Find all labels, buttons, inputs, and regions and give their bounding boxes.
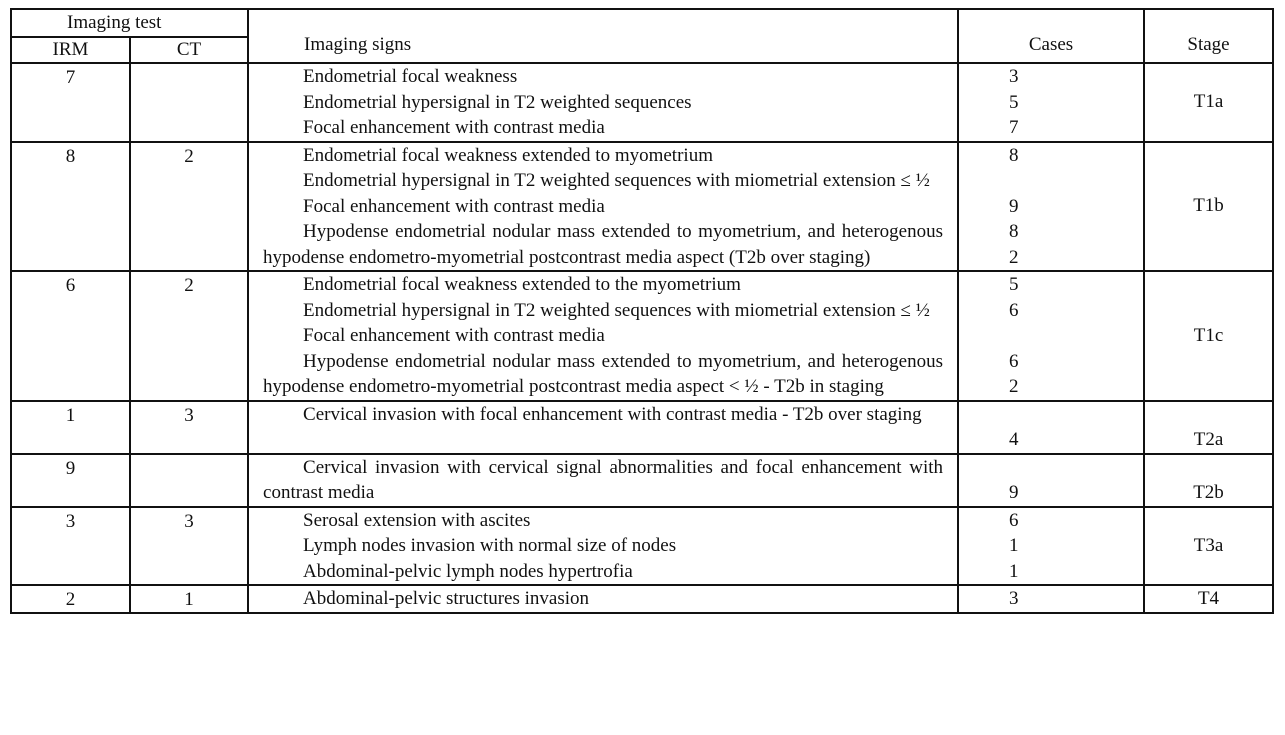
stage-cell — [1144, 63, 1273, 142]
imaging-sign: Hypodense endometrial nodular mass extended to myometrium, and heterogenous hypodense endometro-myometrial postcontrast media aspect (T2b over staging) — [263, 221, 944, 268]
case-count: 6 — [1009, 350, 1019, 372]
irm-cell — [11, 142, 130, 272]
case-count: 4 — [1009, 429, 1019, 450]
case-count: 3 — [1009, 66, 1019, 87]
imaging-sign: Endometrial focal weakness extended to myometrium — [303, 144, 713, 166]
stage-cell — [1144, 507, 1273, 586]
case-count — [1009, 402, 1143, 428]
imaging-signs-cell — [248, 63, 958, 142]
stage-value: T4 — [1197, 588, 1220, 609]
imaging-sign: Endometrial focal weakness extended to the myometrium — [303, 274, 741, 295]
ct-value — [131, 64, 247, 65]
ct-value: 2 — [184, 275, 194, 296]
imaging-signs-cell — [248, 142, 958, 272]
cases-cell — [958, 271, 1144, 401]
ct-cell — [130, 401, 248, 454]
stage-value: T3a — [1193, 534, 1224, 556]
cases-cell — [958, 401, 1144, 454]
staging-table — [10, 8, 1274, 614]
imaging-sign: Endometrial focal weakness — [303, 66, 518, 87]
stage-value: T1a — [1193, 91, 1224, 113]
ct-cell — [130, 454, 248, 507]
cases-cell — [958, 507, 1144, 586]
imaging-sign: Cervical invasion with cervical signal abnormalities and focal enhancement with contrast media — [263, 456, 944, 503]
stage-cell — [1144, 454, 1273, 507]
stage-cell — [1144, 271, 1273, 401]
imaging-sign: Endometrial hypersignal in T2 weighted sequences — [303, 91, 692, 113]
irm-value: 8 — [65, 145, 76, 167]
ct-cell — [130, 507, 248, 586]
imaging-sign: Serosal extension with ascites — [303, 509, 531, 531]
cases-header: Cases — [958, 9, 1144, 63]
case-count: 6 — [1009, 299, 1019, 321]
table-row — [11, 63, 1273, 142]
case-count: 5 — [1009, 91, 1019, 113]
case-count: 3 — [1009, 588, 1019, 609]
irm-cell — [11, 271, 130, 401]
imaging-test-header: Imaging test — [11, 9, 248, 37]
table-row — [11, 454, 1273, 507]
case-count: 2 — [1009, 246, 1019, 268]
imaging-sign: Cervical invasion with focal enhancement with contrast media - T2b over staging — [303, 403, 922, 425]
irm-value: 2 — [65, 589, 76, 610]
irm-cell — [11, 585, 130, 613]
case-count: 8 — [1009, 221, 1019, 242]
imaging-sign: Endometrial hypersignal in T2 weighted sequences with miometrial extension ≤ ½ — [303, 299, 930, 321]
imaging-sign: Hypodense endometrial nodular mass extended to myometrium, and heterogenous hypodense endometro-myometrial postcontrast media aspect < ½ - T2b in staging — [263, 350, 944, 397]
cases-cell — [958, 585, 1144, 613]
case-count: 1 — [1009, 560, 1019, 582]
ct-cell — [130, 271, 248, 401]
imaging-signs-header: Imaging signs — [248, 9, 958, 63]
table-row — [11, 585, 1273, 613]
ct-cell — [130, 63, 248, 142]
stage-cell — [1144, 585, 1273, 613]
stage-value: T1b — [1193, 195, 1224, 217]
stage-value: T1c — [1193, 324, 1224, 346]
case-count: 9 — [1009, 482, 1019, 503]
imaging-signs-cell — [248, 585, 958, 613]
ct-value: 2 — [184, 145, 194, 167]
irm-cell — [11, 507, 130, 586]
stage-cell — [1144, 401, 1273, 454]
imaging-sign: Abdominal-pelvic structures invasion — [303, 588, 590, 609]
case-count — [1009, 168, 1143, 194]
irm-value: 7 — [65, 67, 76, 88]
irm-value: 6 — [65, 275, 76, 296]
ct-cell — [130, 585, 248, 613]
stage-header: Stage — [1144, 9, 1273, 63]
ct-value: 1 — [184, 589, 194, 610]
imaging-sign: Focal enhancement with contrast media — [303, 195, 605, 217]
stage-cell — [1144, 142, 1273, 272]
irm-cell — [11, 401, 130, 454]
irm-value: 3 — [65, 510, 76, 532]
imaging-signs-cell — [248, 271, 958, 401]
header-row-1 — [11, 9, 1273, 37]
stage-value: T2b — [1193, 481, 1224, 503]
table-row — [11, 507, 1273, 586]
case-count: 9 — [1009, 195, 1019, 217]
irm-cell — [11, 63, 130, 142]
imaging-sign: Focal enhancement with contrast media — [303, 325, 605, 346]
case-count — [1009, 455, 1143, 481]
table-row — [11, 401, 1273, 454]
cases-cell — [958, 454, 1144, 507]
irm-value: 1 — [65, 404, 76, 426]
imaging-sign: Focal enhancement with contrast media — [303, 117, 605, 138]
table-row — [11, 271, 1273, 401]
case-count: 7 — [1009, 117, 1019, 138]
ct-value: 3 — [184, 510, 194, 532]
ct-value — [131, 455, 247, 456]
imaging-signs-cell — [248, 454, 958, 507]
ct-cell — [130, 142, 248, 272]
case-count: 6 — [1009, 509, 1019, 531]
case-count: 2 — [1009, 376, 1019, 397]
case-count: 1 — [1009, 535, 1019, 556]
stage-value: T2a — [1193, 428, 1224, 450]
imaging-sign: Endometrial hypersignal in T2 weighted sequences with miometrial extension ≤ ½ — [303, 170, 930, 191]
table-body — [11, 9, 1273, 613]
imaging-signs-cell — [248, 507, 958, 586]
cases-cell — [958, 63, 1144, 142]
ct-header: CT — [130, 37, 248, 63]
imaging-signs-cell — [248, 401, 958, 454]
irm-header: IRM — [11, 37, 130, 63]
table-row — [11, 142, 1273, 272]
irm-cell — [11, 454, 130, 507]
imaging-sign: Lymph nodes invasion with normal size of nodes — [303, 535, 677, 556]
ct-value: 3 — [184, 404, 194, 426]
imaging-sign: Abdominal-pelvic lymph nodes hypertrofia — [303, 560, 633, 582]
case-count: 8 — [1009, 144, 1019, 166]
case-count — [1009, 323, 1143, 349]
case-count: 5 — [1009, 274, 1019, 295]
cases-cell — [958, 142, 1144, 272]
irm-value: 9 — [65, 457, 76, 479]
